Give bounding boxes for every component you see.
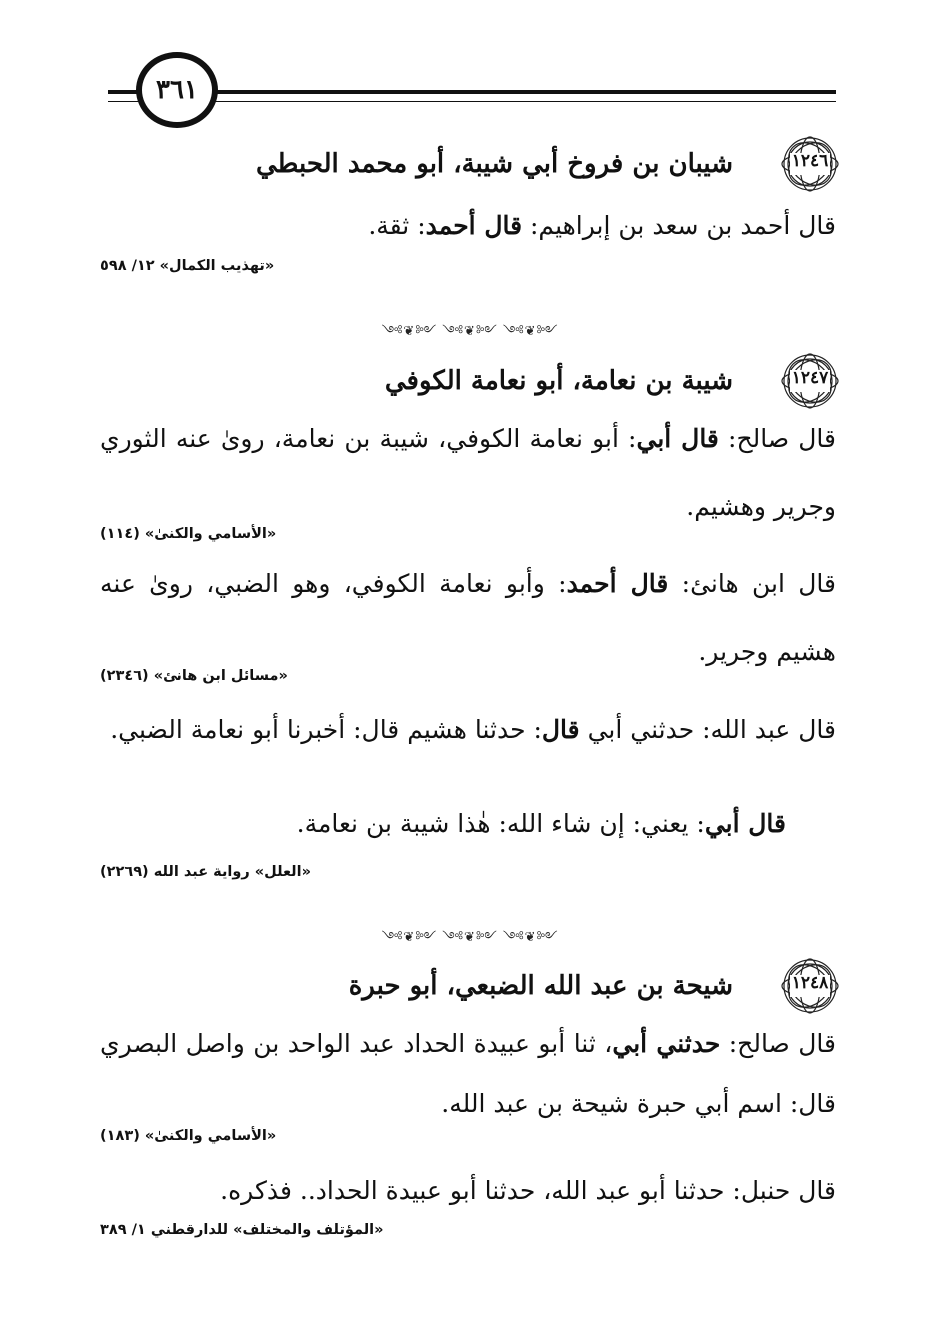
section-separator: ༺❦༻ ༺❦༻ ༺❦༻: [381, 324, 559, 339]
entry-number-emblem: [779, 352, 841, 410]
entry-paragraph: [100, 1160, 836, 1222]
entry-title: شيحة بن عبد الله الضبعي، أبو حبرة: [348, 971, 733, 1001]
para-bold-text: قال أحمد: [425, 211, 523, 240]
para-text: : حدثنا هشيم قال: أخبرنا أبو نعامة الضبي.: [110, 715, 542, 744]
header-rule-thin: [108, 101, 836, 102]
source-citation: «الأسامي والكنىٰ» (١٨٣): [100, 1128, 277, 1144]
para-text: قال عبد الله: حدثني أبي: [579, 715, 836, 744]
para-text: ، ثنا أبو عبيدة الحداد عبد الواحد بن واصل البصري قال: اسم أبي حبرة شيحة بن عبد الله.: [100, 1029, 836, 1118]
entry-title: شيبان بن فروخ أبي شيبة، أبو محمد الحبطي: [256, 149, 733, 179]
entry-paragraph: [100, 192, 836, 260]
entry-number-emblem: [779, 135, 841, 193]
para-bold-text: قال أبي: [704, 809, 786, 838]
source-citation: «تهذيب الكمال» ١٢/ ٥٩٨: [100, 258, 275, 274]
page-number-badge: [136, 52, 218, 128]
para-text: قال ابن هانئ:: [668, 569, 836, 598]
entry-number: ١٢٤٦: [791, 151, 829, 171]
source-citation: «المؤتلف والمختلف» للدارقطني ١/ ٣٨٩: [100, 1222, 384, 1238]
source-citation: «الأسامي والكنىٰ» (١١٤): [100, 526, 277, 542]
entry-heading: [101, 958, 841, 1014]
entry-paragraph: [100, 1014, 836, 1134]
para-text: قال صالح:: [720, 1029, 836, 1058]
para-text: قال صالح:: [718, 424, 836, 453]
para-bold-text: قال: [541, 715, 580, 744]
source-citation: «مسائل ابن هانئ» (٢٣٤٦): [100, 668, 288, 684]
para-bold-text: قال أبي: [636, 424, 719, 453]
entry-paragraph: [100, 550, 836, 686]
para-text: قال أحمد بن سعد بن إبراهيم:: [522, 211, 836, 240]
entry-number-emblem: [779, 957, 841, 1015]
para-bold-text: حدثني أبي: [612, 1029, 721, 1058]
page-number: ٣٦١: [156, 75, 198, 105]
entry-paragraph: [100, 405, 836, 541]
section-separator: ༺❦༻ ༺❦༻ ༺❦༻: [381, 930, 559, 945]
para-text: : يعني: إن شاء الله: هٰذا شيبة بن نعامة.: [296, 809, 705, 838]
para-text: : أبو نعامة الكوفي، شيبة بن نعامة، روىٰ عنه الثوري وجرير وهشيم.: [100, 424, 836, 521]
entry-paragraph-continued: [100, 796, 786, 852]
entry-title: شيبة بن نعامة، أبو نعامة الكوفي: [384, 366, 733, 396]
source-citation: «العلل» رواية عبد الله (٢٢٦٩): [100, 864, 311, 880]
para-text: : ثقة.: [368, 211, 426, 240]
para-bold-text: قال أحمد: [566, 569, 669, 598]
entry-heading: [101, 353, 841, 409]
para-text: قال حنبل: حدثنا أبو عبد الله، حدثنا أبو عبيدة الحداد.. فذكره.: [220, 1176, 836, 1205]
entry-heading: [101, 136, 841, 192]
entry-number: ١٢٤٧: [791, 368, 829, 388]
entry-paragraph: [100, 696, 836, 764]
para-text: : وأبو نعامة الكوفي، وهو الضبي، روىٰ عنه هشيم وجرير.: [100, 569, 836, 666]
entry-number: ١٢٤٨: [791, 973, 829, 993]
